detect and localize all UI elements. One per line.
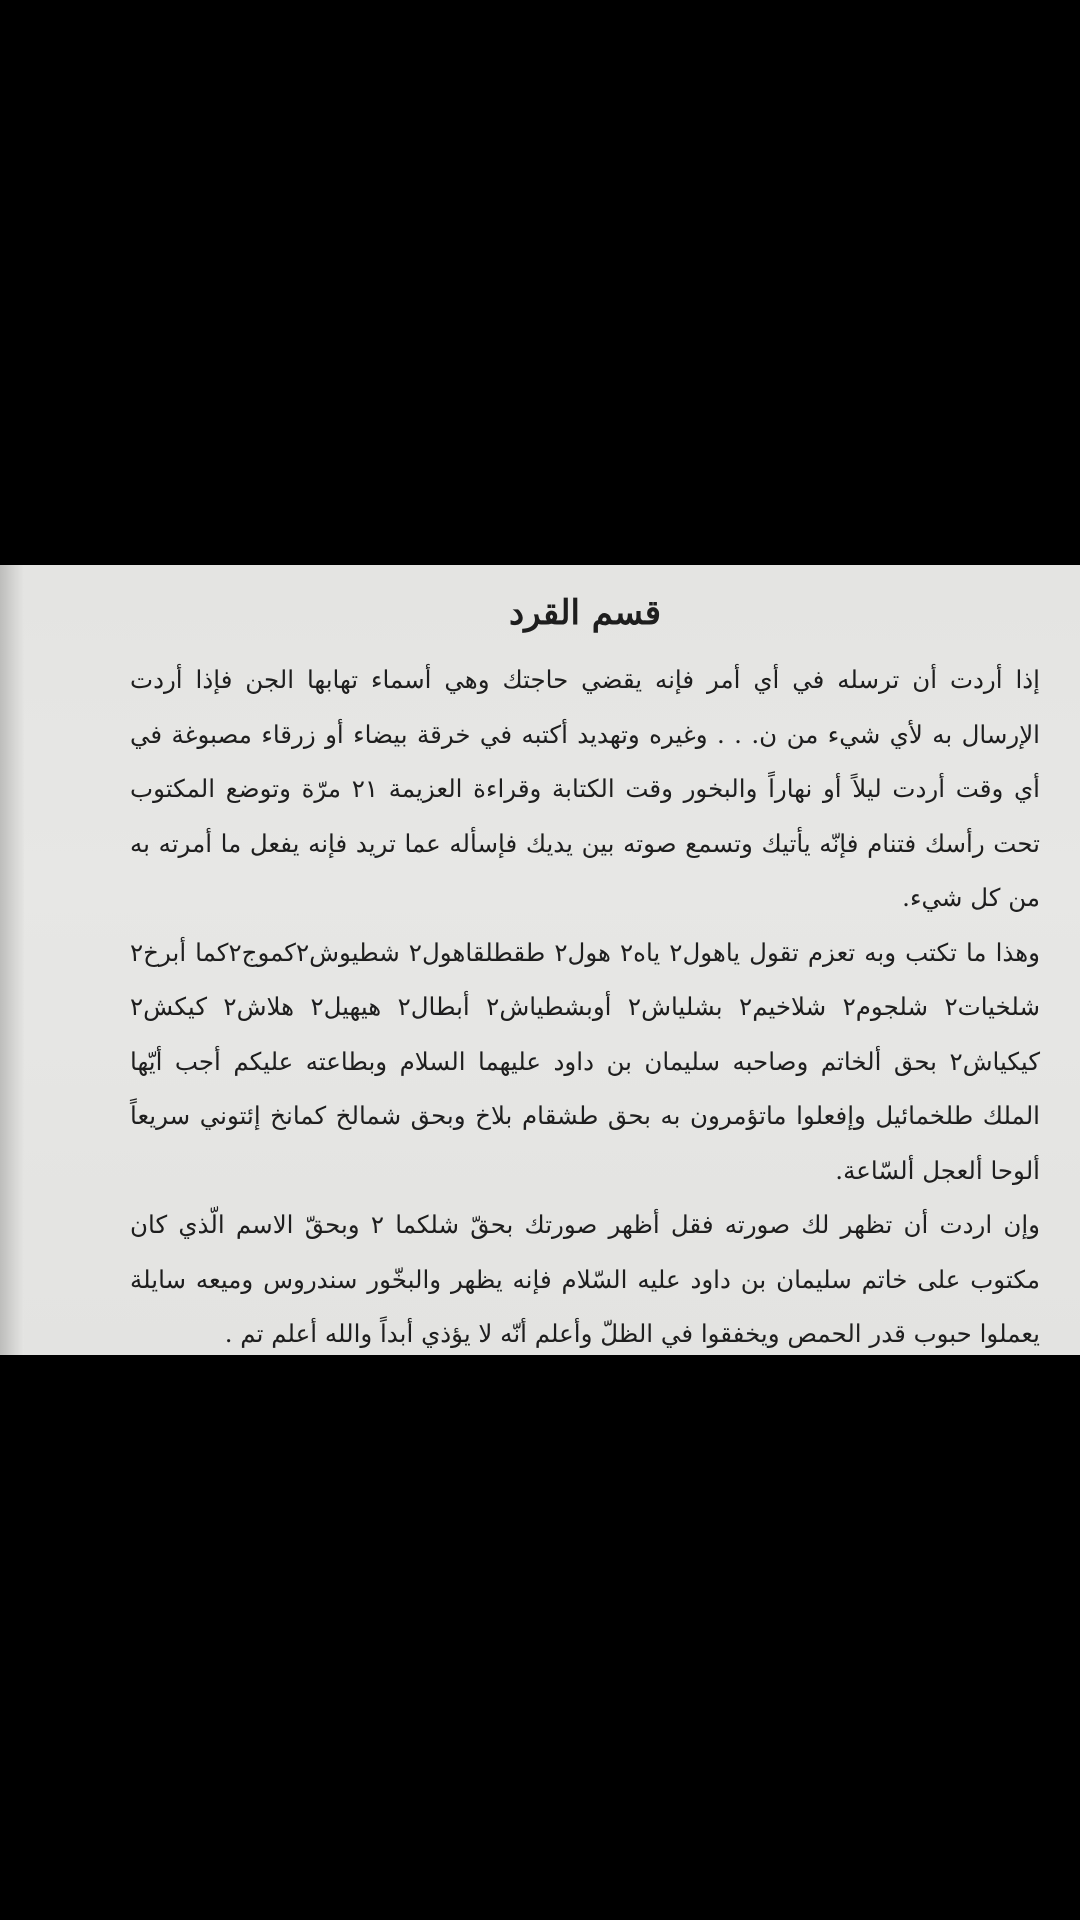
- page-edge: [0, 565, 24, 1355]
- paragraph-1: إذا أردت أن ترسله في أي أمر فإنه يقضي حاجتك وهي أسماء تهابها الجن فإذا أردت الإرسال به لأي شيء من ن. . . وغيره وتهديد أكتبه في خرقة بيضاء أو زرقاء مصبوغة في أي وقت أردت ليلاً أو نهاراً والبخور وقت الكتابة وقراءة العزيمة ٢١ مرّة وتوضع المكتوب تحت رأسك فتنام فإنّه يأتيك وتسمع صوته بين يديك فإسأله عما تريد فإنه يفعل ما أمرته به من كل شيء.: [130, 665, 1040, 913]
- page-title: قسم القرد: [509, 593, 661, 633]
- page-content: [130, 591, 1040, 1355]
- paragraph-2: وهذا ما تكتب وبه تعزم تقول ياهول٢ ياه٢ هول٢ طقطلقاهول٢ شطيوش٢كموج٢كما أبرخ٢ شلخيات٢ شلجوم٢ شلاخيم٢ بشلياش٢ أوبشطياش٢ أبطال٢ هيهيل٢ هلاش٢ كيكش٢ كيكياش٢ بحق ألخاتم وصاحبه سليمان بن داود عليهما السلام وبطاعته عليكم أجب أيّها الملك طلخمائيل وإفعلوا ماتؤمرون به بحق طشقام بلاخ وبحق شمالخ كمانخ إئتوني سريعاً ألوحا ألعجل ألسّاعة.: [130, 937, 1041, 1185]
- book-page-photo: [0, 565, 1080, 1355]
- paragraph-3: وإن اردت أن تظهر لك صورته فقل أظهر صورتك بحقّ شلكما ٢ وبحقّ الاسم الّذي كان مكتوب على خاتم سليمان بن داود عليه السّلام فإنه يظهر والبخّور سندروس وميعه سايلة يعملوا حبوب قدر الحمص ويخفقوا في الظلّ وأعلم أنّه لا يؤذي أبداً والله أعلم تم .: [130, 1210, 1040, 1349]
